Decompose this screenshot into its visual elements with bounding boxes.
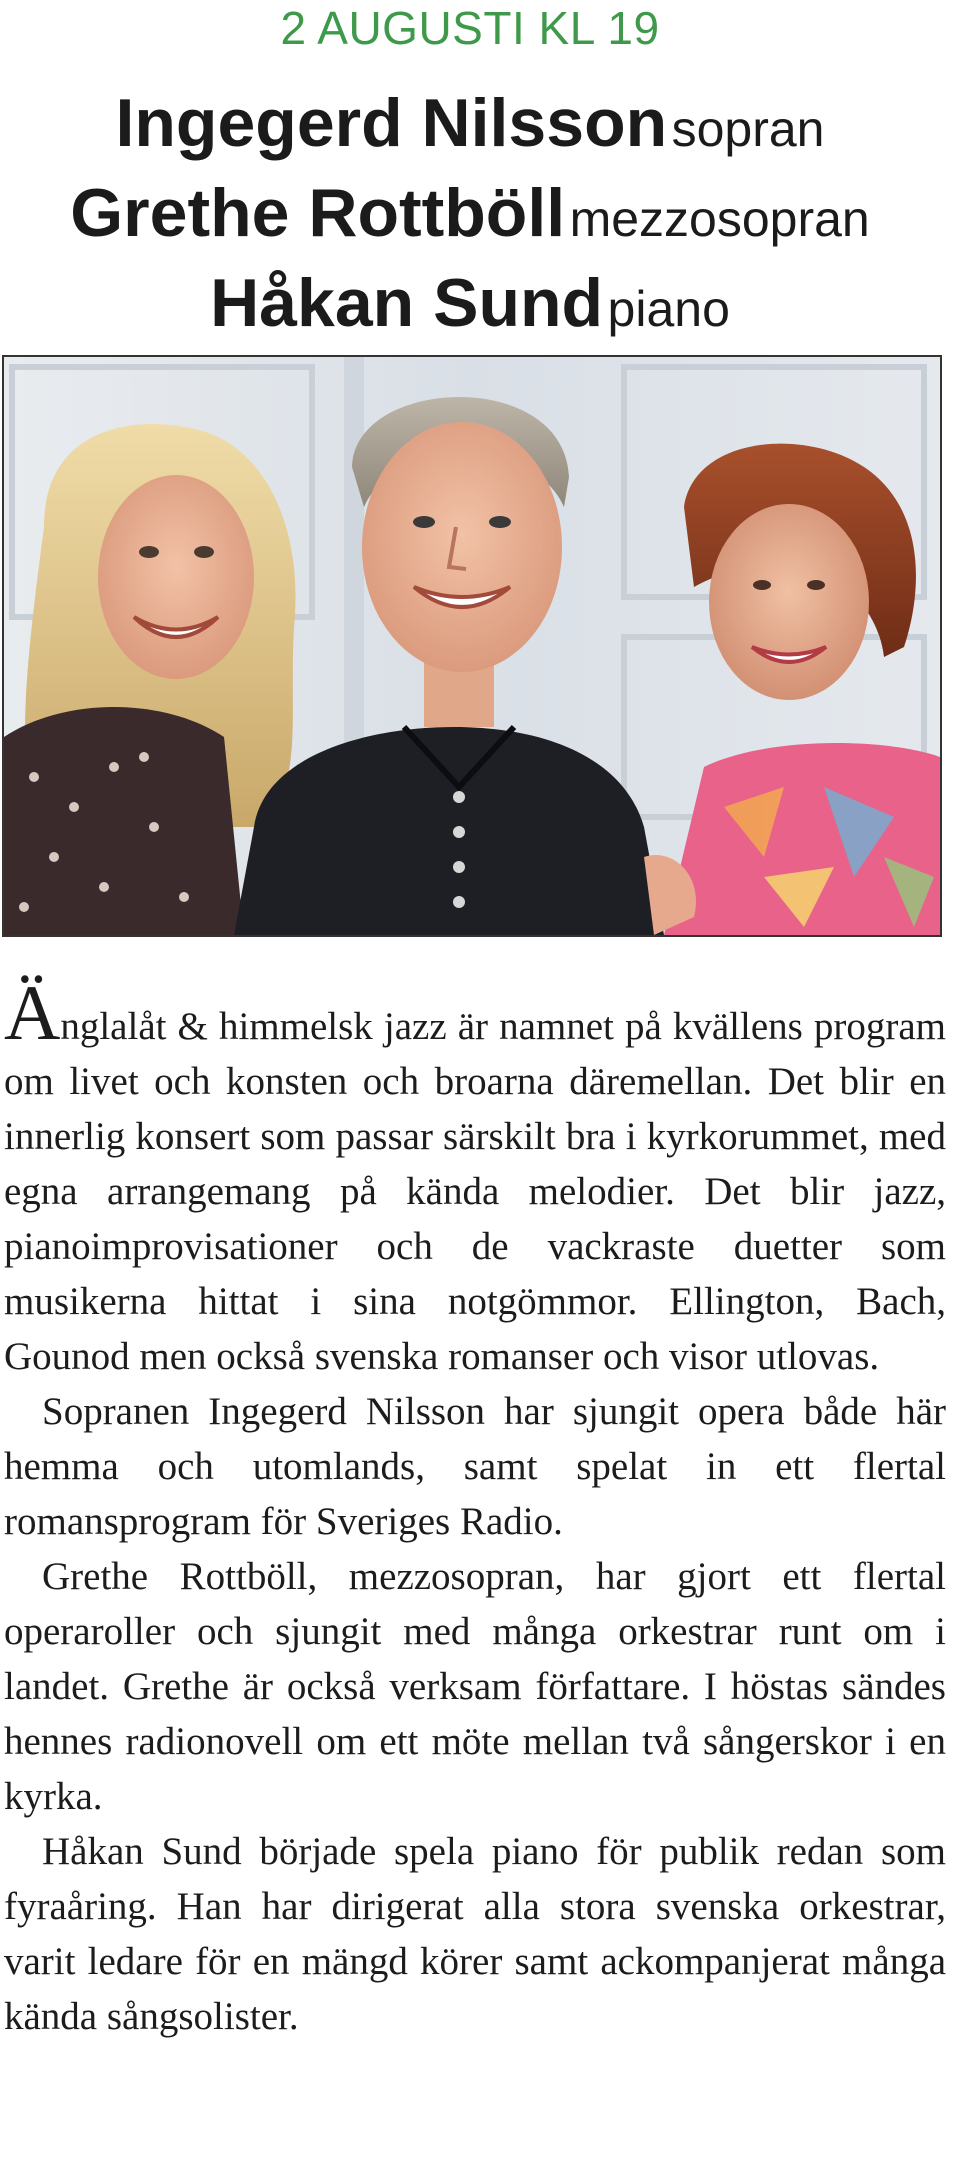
performer-piano: [0, 256, 940, 369]
performer-name: Håkan Sund: [210, 265, 604, 341]
article-paragraph-4: Håkan Sund började spela piano för publik redan som fyraåring. Han har dirigerat alla stora svenska orkestrar, varit ledare för en mängd körer samt ackompanjerat många kända sångsolister.: [4, 1830, 946, 2038]
article-paragraph-3: Grethe Rottböll, mezzosopran, har gjort ett flertal operaroller och sjungit med många orkestrar runt om i landet. Grethe är också verksam författare. I höstas sändes hennes radionovell om ett möte mellan två sångerskor i en kyrka.: [4, 1555, 946, 1818]
performer-role: mezzosopran: [569, 191, 870, 247]
left-face: [98, 475, 254, 679]
right-face: [709, 504, 869, 700]
article-body: [4, 969, 946, 2044]
performer-name: Grethe Rottböll: [70, 175, 566, 251]
article-paragraph-2: Sopranen Ingegerd Nilsson har sjungit opera både här hemma och utomlands, samt spelat in ett flertal romansprogram för Sveriges Radio.: [4, 1390, 946, 1543]
event-date: 2 AUGUSTI KL 19: [280, 2, 660, 54]
performer-name: Ingegerd Nilsson: [115, 85, 668, 161]
paragraph-text: nglalåt & himmelsk jazz är namnet på kvällens program om livet och konsten och broarna däremellan. Det blir en innerlig konsert som passar särskilt bra i kyrkorummet, med egna arrangemang på kända melodier. Det blir jazz, pianoimprovisationer och de vackraste duetter som musikerna hittat i sina notgömmor. Ellington, Bach, Gounod men också svenska romanser och visor utlovas.: [4, 1005, 946, 1378]
photo-illustration: [4, 357, 940, 935]
floral-top: [4, 707, 244, 935]
center-face: [362, 422, 562, 672]
performer-role: piano: [607, 281, 730, 337]
performers-photo: [2, 355, 942, 937]
drop-cap: Ä: [4, 969, 61, 1056]
article-paragraph-1: [4, 969, 946, 1384]
performer-role: sopran: [671, 101, 825, 157]
